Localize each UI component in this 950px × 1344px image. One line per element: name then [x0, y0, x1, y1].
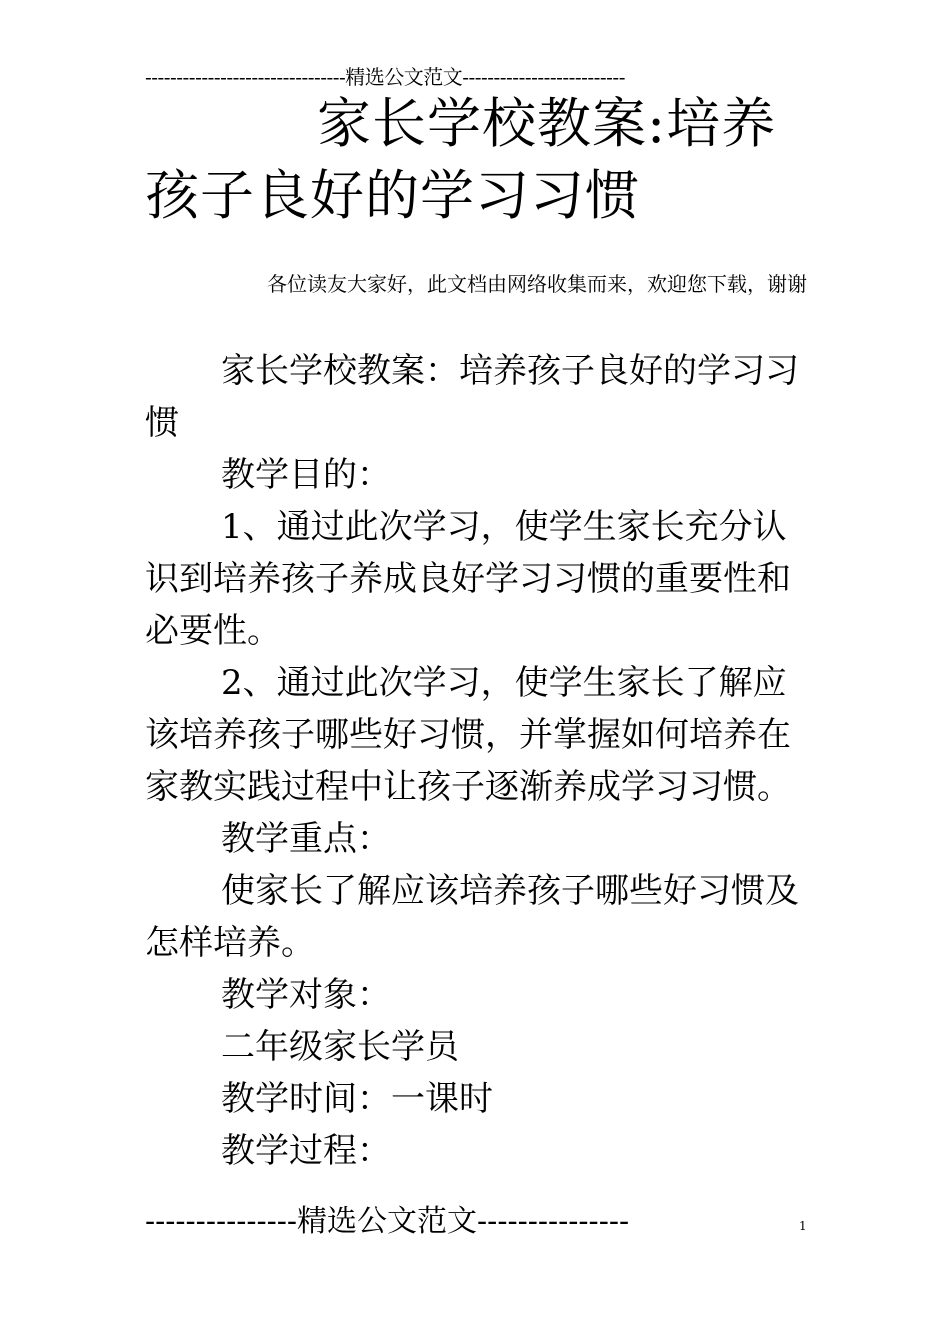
paragraph: 教学过程： [221, 1131, 391, 1171]
document-body [145, 345, 807, 1177]
paragraph: 1、通过此次学习，使学生家长充分认识到培养孩子养成良好学习习惯的重要性和必要性。 [145, 507, 791, 651]
paragraph: 教学对象： [221, 975, 391, 1015]
document-title: 家长学校教案:培养孩子良好的学习习惯 [145, 92, 777, 227]
page-header: --------------------------------精选公文范文-------------------------- [145, 65, 625, 89]
paragraph: 教学时间：一课时 [221, 1079, 493, 1119]
paragraph: 二年级家长学员 [221, 1027, 459, 1067]
paragraph: 家长学校教案：培养孩子良好的学习习惯 [145, 351, 799, 443]
paragraph: 教学目的： [221, 455, 391, 495]
page-footer: ---------------精选公文范文--------------- [145, 1204, 630, 1239]
paragraph: 2、通过此次学习，使学生家长了解应该培养孩子哪些好习惯，并掌握如何培养在家教实践过程中让孩子逐渐养成学习习惯。 [145, 663, 791, 807]
page-number: 1 [799, 1219, 807, 1233]
greeting-note: 各位读友大家好，此文档由网络收集而来，欢迎您下载，谢谢 [267, 272, 807, 296]
paragraph: 教学重点： [221, 819, 391, 859]
paragraph: 使家长了解应该培养孩子哪些好习惯及怎样培养。 [145, 871, 799, 963]
